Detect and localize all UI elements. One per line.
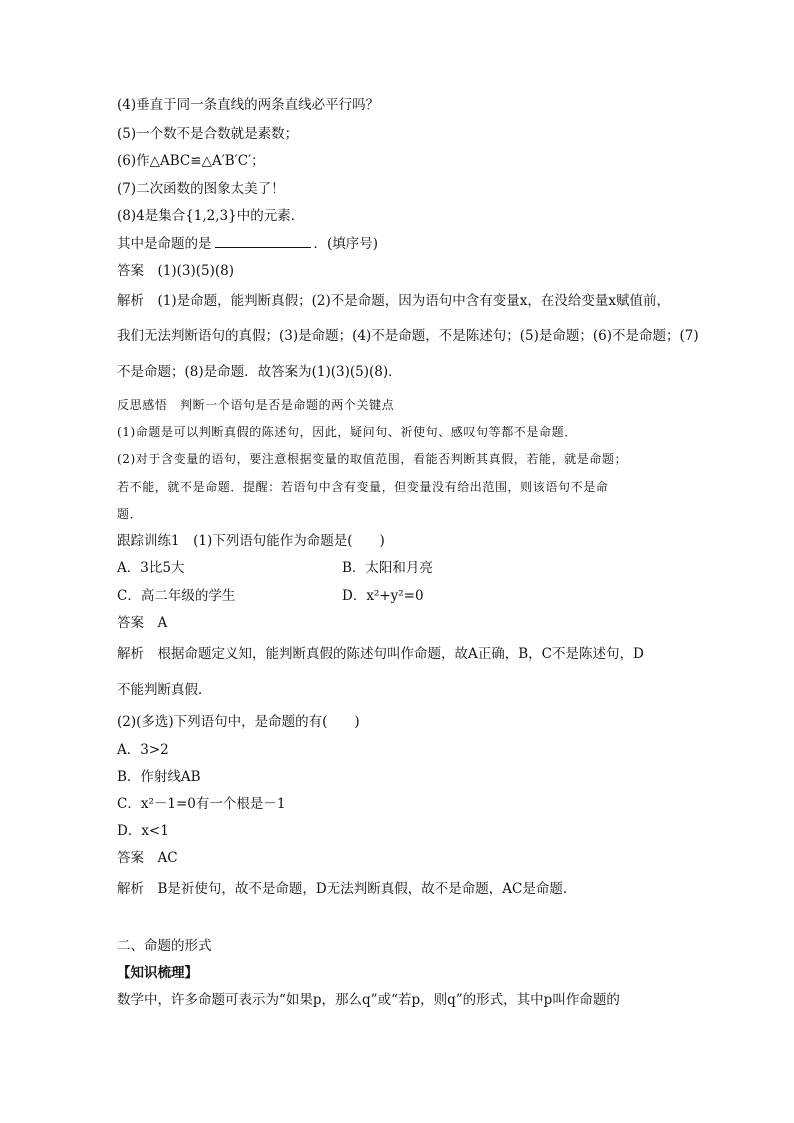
option-d: D．x<1 <box>117 823 169 839</box>
option-c: C．x²－1=0有一个根是－1 <box>117 796 286 812</box>
reflection-line: (2)对于含变量的语句，要注意根据变量的取值范围，看能否判断其真假，若能，就是命题； <box>117 452 628 466</box>
answer-line: 答案 (1)(3)(5)(8) <box>117 263 234 279</box>
answer-blank <box>215 234 311 248</box>
reflection-heading: 反思感悟 判断一个语句是否是命题的两个关键点 <box>117 398 395 412</box>
text-line: (4)垂直于同一条直线的两条直线必平行吗？ <box>117 97 380 113</box>
subsection-heading: 【知识梳理】 <box>117 965 198 981</box>
analysis-line: 解析 B是祈使句，故不是命题，D无法判断真假，故不是命题，AC是命题． <box>117 881 577 897</box>
text-line: 数学中，许多命题可表示为“如果p，那么q”或“若p，则q”的形式，其中p叫作命题的 <box>117 992 620 1008</box>
options-row <box>117 587 677 605</box>
analysis-line: 解析 根据命题定义知，能判断真假的陈述句叫作命题，故A正确，B，C不是陈述句，D <box>117 646 644 662</box>
option-a: A．3>2 <box>117 742 169 758</box>
fill-blank-question <box>117 234 378 253</box>
section-heading: 二、命题的形式 <box>117 938 212 954</box>
exercise-question: 跟踪训练1 (1)下列语句能作为命题是( ) <box>117 533 385 549</box>
option-c: C．高二年级的学生 <box>117 588 236 604</box>
text-line: (5)一个数不是合数就是素数； <box>117 126 299 142</box>
option-b: B．太阳和月亮 <box>342 560 433 576</box>
answer-line: 答案 A <box>117 615 168 631</box>
question-suffix: ．(填序号) <box>313 236 379 252</box>
text-line: (6)作△ABC≌△A′B′C′； <box>117 153 265 169</box>
analysis-line: 不能判断真假． <box>117 682 212 698</box>
analysis-line: 不是命题；(8)是命题．故答案为(1)(3)(5)(8)． <box>117 364 402 380</box>
text-line: (8)4是集合{1,2,3}中的元素． <box>117 208 305 224</box>
question-prefix: 其中是命题的是 <box>117 236 212 252</box>
reflection-line: (1)命题是可以判断真假的陈述句，因此，疑问句、祈使句、感叹句等都不是命题． <box>117 425 577 439</box>
answer-line: 答案 AC <box>117 850 178 866</box>
options-row <box>117 559 677 577</box>
text-line: (7)二次函数的图象太美了！ <box>117 181 285 197</box>
analysis-line: 解析 (1)是命题，能判断真假；(2)不是命题，因为语句中含有变量x，在没给变量x赋值前， <box>117 293 670 309</box>
analysis-line: 我们无法判断语句的真假；(3)是命题；(4)不是命题，不是陈述句；(5)是命题；(6)不是命题；(7) <box>117 328 699 344</box>
option-a: A．3比5大 <box>117 560 185 576</box>
option-b: B．作射线AB <box>117 769 201 785</box>
exercise-question: (2)(多选)下列语句中，是命题的有( ) <box>117 714 360 730</box>
option-d: D．x²+y²=0 <box>342 588 424 604</box>
reflection-line: 若不能，就不是命题．提醒：若语句中含有变量，但变量没有给出范围，则该语句不是命 <box>117 480 609 494</box>
reflection-line: 题． <box>117 507 143 521</box>
